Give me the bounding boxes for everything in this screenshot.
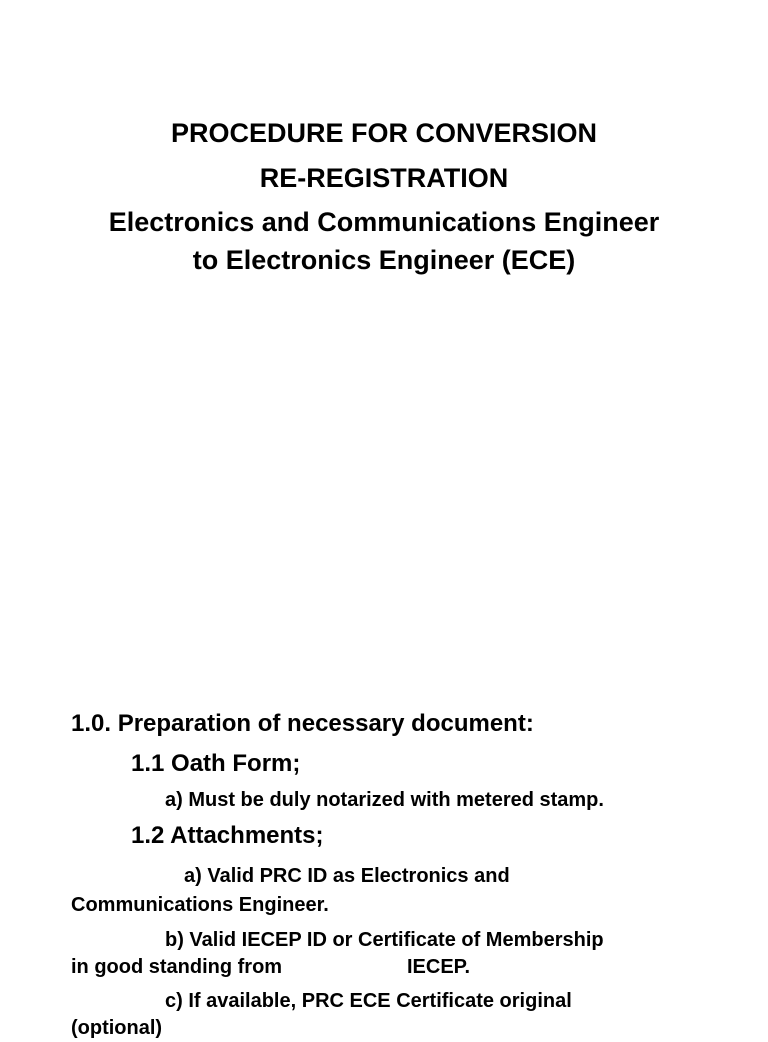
section-heading: 1.0. Preparation of necessary document: (71, 710, 534, 737)
title-line-2: RE-REGISTRATION (259, 163, 509, 193)
attachment-item-b: b) Valid IECEP ID or Certificate of Membership (165, 929, 604, 951)
attachment-item-b-cont: in good standing from (71, 956, 283, 978)
attachment-item-a: a) Valid PRC ID as Electronics and (184, 865, 510, 887)
attachment-item-c-cont: (optional) (71, 1017, 163, 1039)
oath-form-heading: 1.1 Oath Form; (131, 750, 301, 777)
attachment-item-c: c) If available, PRC ECE Certificate original (165, 990, 572, 1012)
attachments-heading: 1.2 Attachments; (131, 822, 324, 849)
title-line-4: to Electronics Engineer (ECE) (192, 245, 576, 275)
title-line-3: Electronics and Communications Engineer (108, 207, 660, 237)
oath-form-item-a: a) Must be duly notarized with metered stamp. (165, 789, 604, 811)
attachment-item-a-cont: Communications Engineer. (71, 894, 329, 916)
attachment-item-b-end: IECEP. (407, 956, 470, 978)
title-line-1: PROCEDURE FOR CONVERSION (170, 118, 598, 148)
